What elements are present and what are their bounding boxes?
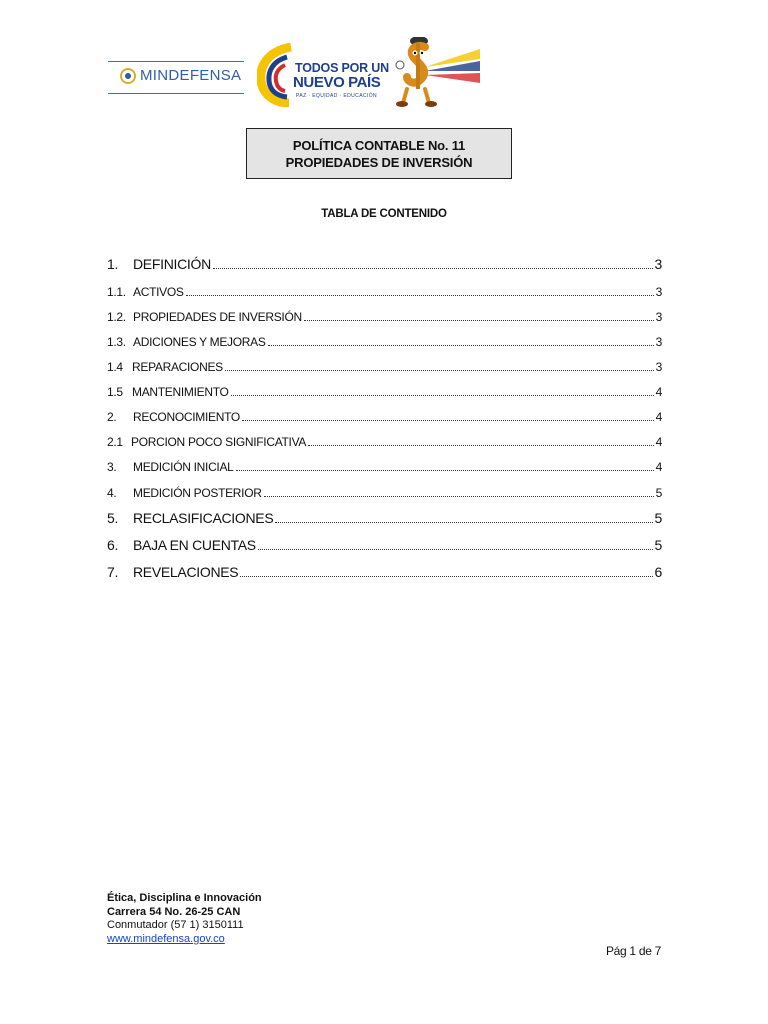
toc-leader-dots xyxy=(268,344,654,346)
toc-entry-medicion-posterior[interactable] xyxy=(107,486,662,500)
toc-entry-page: 4 xyxy=(655,410,662,424)
toc-entry-label: REVELACIONES xyxy=(133,564,239,580)
toc-entry-number: 1.3. xyxy=(107,335,126,349)
toc-leader-dots xyxy=(242,419,654,421)
toc-entry-page: 4 xyxy=(655,460,662,474)
toc-leader-dots xyxy=(225,369,654,371)
toc-entry-medicion-inicial[interactable] xyxy=(107,460,662,474)
toc-entry-porcion-poco-significativa[interactable] xyxy=(107,435,662,449)
toc-leader-dots xyxy=(264,495,654,497)
footer-address: Carrera 54 No. 26-25 CAN xyxy=(107,905,241,918)
toc-leader-dots xyxy=(258,548,653,550)
toc-entry-mantenimiento[interactable] xyxy=(107,385,662,399)
toc-entry-number: 1.2. xyxy=(107,310,126,324)
toc-entry-number: 3. xyxy=(107,460,117,474)
toc-entry-number: 7. xyxy=(107,564,119,580)
toc-entry-page: 3 xyxy=(655,335,662,349)
toc-entry-page: 4 xyxy=(655,435,662,449)
document-title-box xyxy=(246,128,512,179)
toc-entry-label: RECLASIFICACIONES xyxy=(133,510,274,526)
toc-entry-page: 3 xyxy=(654,256,662,272)
toc-entry-page: 4 xyxy=(655,385,662,399)
toc-entry-revelaciones[interactable] xyxy=(107,564,662,580)
toc-leader-dots xyxy=(186,294,654,296)
toc-entry-label: ADICIONES Y MEJORAS xyxy=(133,335,266,349)
toc-entry-reparaciones[interactable] xyxy=(107,360,662,374)
toc-entry-page: 6 xyxy=(654,564,662,580)
ministry-name: MINDEFENSA xyxy=(140,67,242,84)
toc-leader-dots xyxy=(308,444,654,446)
toc-leader-dots xyxy=(275,521,652,523)
mindefensa-logo xyxy=(108,61,244,94)
todos-por-un-nuevo-pais-logo xyxy=(257,43,389,107)
toc-leader-dots xyxy=(231,394,654,396)
toc-entry-adiciones-y-mejoras[interactable] xyxy=(107,335,662,349)
toc-entry-number: 2. xyxy=(107,410,117,424)
page-number: Pág 1 de 7 xyxy=(605,944,661,958)
toc-entry-number: 4. xyxy=(107,486,117,500)
toc-entry-reconocimiento[interactable] xyxy=(107,410,662,424)
toc-entry-number: 1. xyxy=(107,256,119,272)
toc-entry-definicion[interactable] xyxy=(107,256,662,272)
toc-entry-page: 5 xyxy=(654,537,662,553)
mascot-character-icon xyxy=(385,37,480,109)
toc-entry-label: ACTIVOS xyxy=(133,285,184,299)
toc-entry-page: 5 xyxy=(655,486,662,500)
footer-phone: Conmutador (57 1) 3150111 xyxy=(107,919,244,931)
toc-leader-dots xyxy=(213,267,653,269)
toc-entry-label: MANTENIMIENTO xyxy=(132,385,229,399)
toc-entry-baja-en-cuentas[interactable] xyxy=(107,537,662,553)
toc-entry-number: 1.4 xyxy=(107,360,123,374)
document-title-line-2: PROPIEDADES DE INVERSIÓN xyxy=(285,154,473,170)
colombia-seal-icon xyxy=(120,68,136,84)
toc-entry-number: 1.1. xyxy=(107,285,126,299)
document-title-line-1: POLÍTICA CONTABLE No. 11 xyxy=(292,137,466,153)
toc-entry-number: 2.1 xyxy=(107,435,123,449)
toc-heading: TABLA DE CONTENIDO xyxy=(321,208,447,220)
toc-entry-label: RECONOCIMIENTO xyxy=(133,410,240,424)
toc-entry-reclasificaciones[interactable] xyxy=(107,510,662,526)
footer-motto: Ética, Disciplina e Innovación xyxy=(107,892,262,904)
toc-entry-label: PORCION POCO SIGNIFICATIVA xyxy=(131,435,307,449)
toc-leader-dots xyxy=(240,575,652,577)
slogan-line-2: NUEVO PAÍS xyxy=(293,74,381,91)
toc-entry-label: MEDICIÓN INICIAL xyxy=(133,460,234,474)
toc-entry-label: BAJA EN CUENTAS xyxy=(133,537,256,553)
toc-entry-page: 3 xyxy=(655,285,662,299)
toc-leader-dots xyxy=(236,469,654,471)
toc-entry-page: 3 xyxy=(655,360,662,374)
toc-entry-label: MEDICIÓN POSTERIOR xyxy=(133,486,262,500)
slogan-line-1: TODOS POR UN xyxy=(295,61,389,75)
document-footer xyxy=(107,892,262,946)
colombia-flag-arc-icon xyxy=(257,43,297,107)
footer-website-link[interactable]: www.mindefensa.gov.co xyxy=(107,932,225,945)
toc-entry-label: PROPIEDADES DE INVERSIÓN xyxy=(133,310,302,324)
toc-entry-number: 6. xyxy=(107,537,119,553)
toc-entry-number: 1.5 xyxy=(107,385,123,399)
toc-entry-activos[interactable] xyxy=(107,285,662,299)
slogan-line-3: PAZ · EQUIDAD · EDUCACIÓN xyxy=(296,93,378,99)
document-header xyxy=(0,0,768,120)
toc-entry-page: 5 xyxy=(654,510,662,526)
toc-entry-label: DEFINICIÓN xyxy=(133,256,211,272)
toc-entry-propiedades-de-inversion[interactable] xyxy=(107,310,662,324)
toc-entry-page: 3 xyxy=(655,310,662,324)
toc-leader-dots xyxy=(304,319,654,321)
toc-entry-label: REPARACIONES xyxy=(132,360,223,374)
toc-entry-number: 5. xyxy=(107,510,119,526)
